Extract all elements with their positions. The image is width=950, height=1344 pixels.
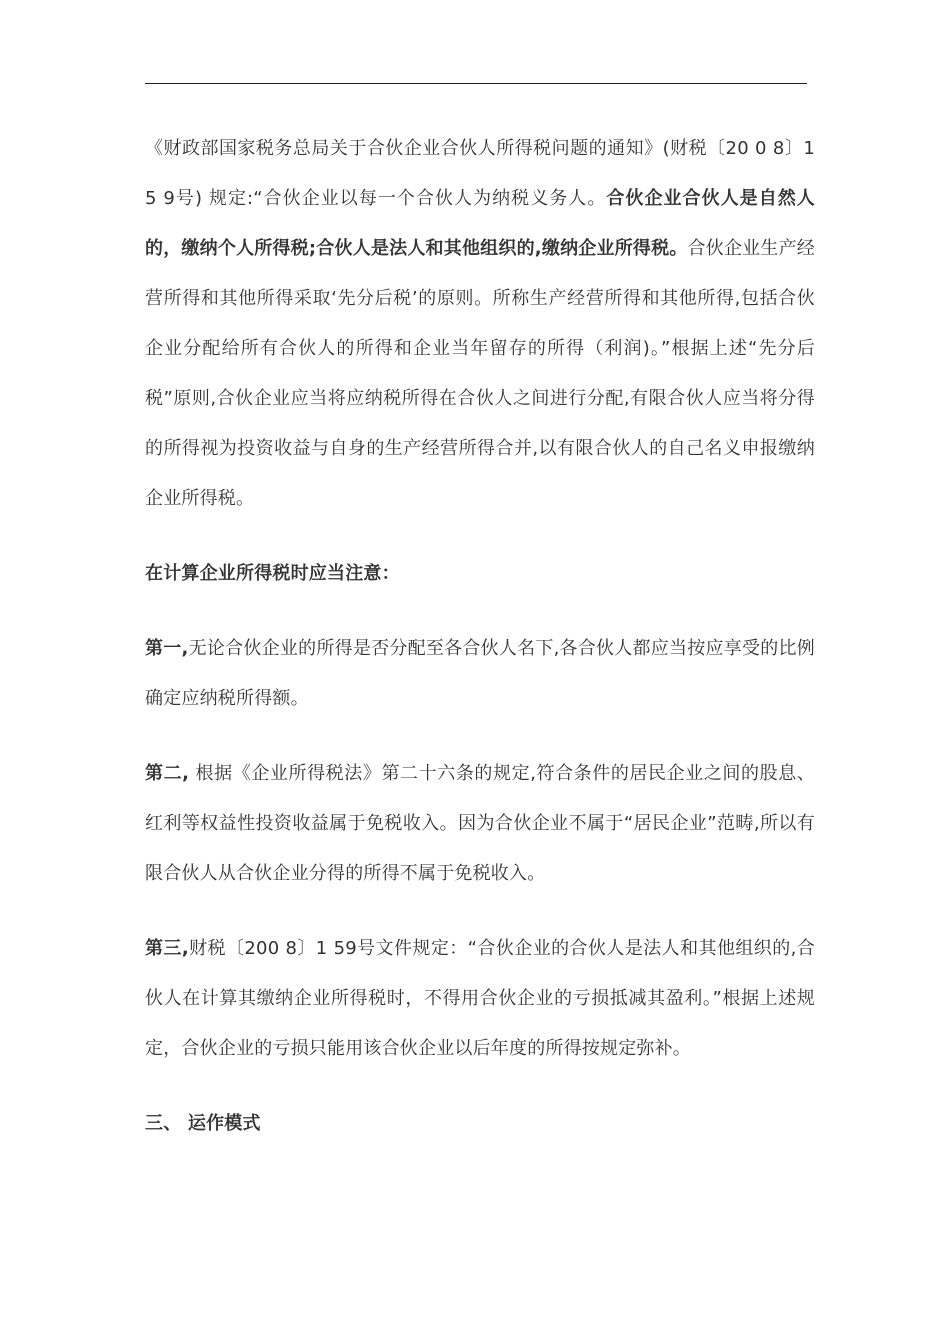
point-second-label: 第二, [145, 763, 190, 784]
point-first-text: 无论合伙企业的所得是否分配至各合伙人名下,各合伙人都应当按应享受的比例确定应纳税所得额。 [145, 638, 815, 709]
point-third-label: 第三, [145, 938, 189, 959]
point-first [145, 624, 815, 724]
point-second [145, 749, 815, 899]
document-body [145, 124, 815, 1174]
notice-heading: 在计算企业所得税时应当注意： [145, 563, 400, 584]
intro-text-2: 合伙企业生产经营所得和其他所得采取‘先分后税’的原则。所称生产经营所得和其他所得,包括合伙企业分配给所有合伙人的所得和企业当年留存的所得（利润)。”根据上述“先分后税”原则,合伙企业应当将应纳税所得在合伙人之间进行分配,有限合伙人应当将分得的所得视为投资收益与自身的生产经营所得合并,以有限合伙人的自己名义申报缴纳企业所得税。 [145, 238, 816, 509]
intro-paragraph [145, 124, 815, 524]
header-rule [145, 83, 807, 84]
intro-bold-text: 合伙企业合伙人是自然人的，缴纳个人所得税;合伙人是法人和其他组织的,缴纳企业所得税。 [145, 188, 816, 259]
point-first-label: 第一, [145, 638, 189, 659]
point-third [145, 924, 815, 1074]
intro-text-1: 《财政部国家税务总局关于合伙企业合伙人所得税问题的通知》(财税〔20 0 8〕1 5 9号) 规定:“合伙企业以每一个合伙人为纳税义务人。 [145, 138, 815, 209]
point-second-text: 根据《企业所得税法》第二十六条的规定,符合条件的居民企业之间的股息、红利等权益性投资收益属于免税收入。因为合伙企业不属于“居民企业”范畴,所以有限合伙人从合伙企业分得的所得不属于免税收入。 [145, 763, 815, 884]
section-heading: 三、 运作模式 [145, 1113, 261, 1134]
point-third-text: 财税〔200 8〕1 59号文件规定：“合伙企业的合伙人是法人和其他组织的,合伙人在计算其缴纳企业所得税时，不得用合伙企业的亏损抵减其盈利。”根据上述规定，合伙企业的亏损只能用该合伙企业以后年度的所得按规定弥补。 [145, 938, 815, 1059]
